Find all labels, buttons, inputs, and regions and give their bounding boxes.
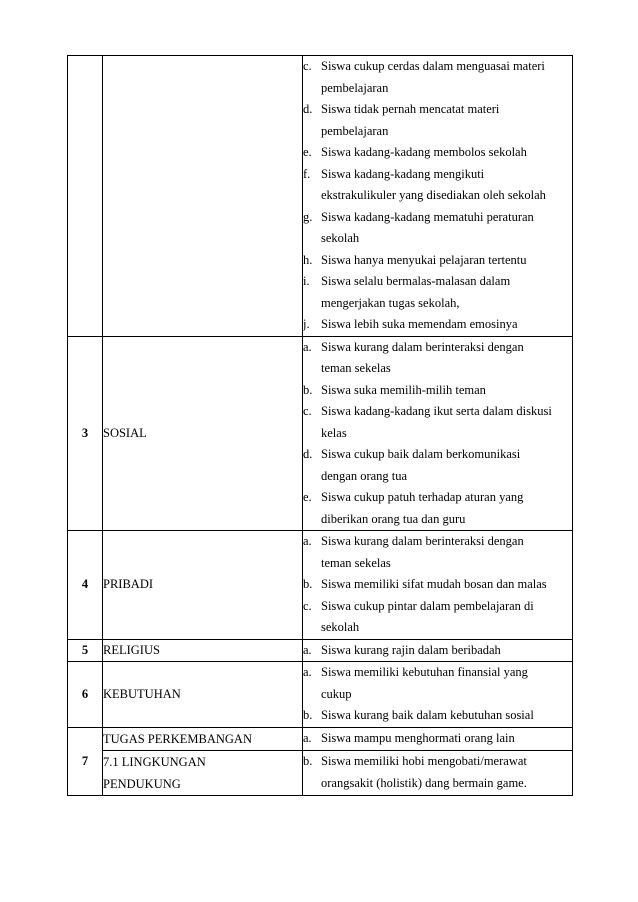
list-item-marker: b.	[303, 382, 313, 397]
list-item-line: Siswa memiliki kebutuhan finansial yang	[321, 665, 528, 679]
list-item-line: Siswa kurang baik dalam kebutuhan sosial	[321, 708, 534, 722]
list-item-line: sekolah	[321, 231, 360, 245]
list-item-line: Siswa cukup cerdas dalam menguasai materi	[321, 59, 545, 73]
descriptors-cell	[303, 336, 573, 531]
aspect-label	[103, 750, 303, 795]
list-item-text	[321, 314, 572, 336]
list-item-marker: a.	[303, 642, 312, 657]
list-item-line: kelas	[321, 425, 347, 440]
list-item-line: Siswa hanya menyukai pelajaran tertentu	[321, 252, 527, 267]
list-item	[303, 705, 572, 727]
table-row	[68, 336, 573, 531]
table-row	[68, 531, 573, 640]
list-item-marker: h.	[303, 252, 313, 267]
row-number: 4	[68, 531, 103, 640]
assessment-table	[67, 55, 573, 796]
list-item-line: Siswa selalu bermalas-malasan dalam	[321, 274, 511, 288]
table-row	[68, 750, 573, 795]
list-item	[303, 99, 572, 142]
list-item-marker: a.	[303, 339, 312, 354]
list-item-marker: a.	[303, 730, 312, 745]
list-item-marker: a.	[303, 534, 312, 548]
aspect-label: SOSIAL	[103, 336, 303, 531]
list-item-line: Siswa kadang-kadang membolos sekolah	[321, 145, 527, 159]
aspect-line: 7.1 LINGKUNGAN	[103, 754, 206, 769]
list-item-text	[321, 444, 572, 487]
list-item-text	[321, 164, 572, 207]
list-item-text	[321, 487, 572, 530]
list-item-line: Siswa cukup baik dalam berkomunikasi	[321, 447, 521, 461]
list-item-text	[321, 337, 572, 380]
list-item-line: Siswa memiliki hobi mengobati/merawat	[321, 754, 527, 768]
list-item	[303, 444, 572, 487]
list-item-marker: c.	[303, 404, 312, 418]
aspect-label: RELIGIUS	[103, 639, 303, 662]
table-row	[68, 56, 573, 337]
list-item-line: teman sekelas	[321, 555, 391, 570]
list-item-line: Siswa lebih suka memendam emosinya	[321, 317, 518, 331]
list-item-marker: d.	[303, 447, 313, 461]
list-item	[303, 250, 572, 272]
list-item-line: Siswa kadang-kadang mematuhi peraturan	[321, 209, 534, 224]
list-item-marker: d.	[303, 102, 313, 116]
list-item-line: pembelajaran	[321, 80, 389, 95]
descriptors-cell	[303, 56, 573, 337]
list-item-line: Siswa kurang rajin dalam beribadah	[321, 642, 501, 657]
list-item-text	[321, 574, 572, 596]
list-item-marker: b.	[303, 577, 313, 591]
row-number: 5	[68, 639, 103, 662]
list-item-line: Siswa kadang-kadang ikut serta dalam diskusi	[321, 404, 552, 418]
list-item-marker: e.	[303, 490, 312, 504]
list-item-text	[321, 401, 572, 444]
list-item-marker: g.	[303, 209, 313, 224]
aspect-label	[103, 56, 303, 337]
list-item	[303, 401, 572, 444]
list-item-text	[321, 380, 572, 402]
list-item-line: Siswa cukup patuh terhadap aturan yang	[321, 490, 524, 504]
list-item-marker: i.	[303, 274, 310, 288]
list-item	[303, 751, 572, 794]
aspect-label: PRIBADI	[103, 531, 303, 640]
list-item-marker: e.	[303, 145, 312, 159]
list-item	[303, 380, 572, 402]
list-item-marker: b.	[303, 708, 313, 722]
descriptors-cell	[303, 750, 573, 795]
list-item-line: Siswa tidak pernah mencatat materi	[321, 102, 500, 116]
descriptors-cell	[303, 727, 573, 750]
list-item-text	[321, 207, 572, 250]
list-item-line: Siswa kurang dalam berinteraksi dengan	[321, 339, 524, 354]
aspect-line: PENDUKUNG	[103, 776, 181, 791]
list-item	[303, 271, 572, 314]
list-item-line: Siswa cukup pintar dalam pembelajaran di	[321, 598, 534, 613]
list-item-text	[321, 640, 572, 662]
aspect-label: TUGAS PERKEMBANGAN	[103, 727, 303, 750]
table-row	[68, 639, 573, 662]
list-item-line: mengerjakan tugas sekolah,	[321, 295, 460, 310]
list-item-line: Siswa memiliki sifat mudah bosan dan malas	[321, 577, 547, 591]
list-item-line: Siswa mampu menghormati orang lain	[321, 730, 515, 745]
list-item-line: sekolah	[321, 620, 360, 634]
list-item-line: dengan orang tua	[321, 468, 408, 483]
descriptors-cell	[303, 531, 573, 640]
row-number: 7	[68, 727, 103, 795]
list-item-text	[321, 271, 572, 314]
list-item-marker: f.	[303, 166, 311, 181]
row-number	[68, 56, 103, 337]
descriptors-cell	[303, 639, 573, 662]
list-item	[303, 596, 572, 639]
list-item-text	[321, 99, 572, 142]
list-item-text	[321, 728, 572, 750]
list-item	[303, 56, 572, 99]
list-item-line: cukup	[321, 686, 352, 701]
list-item-marker: a.	[303, 665, 312, 679]
list-item-marker: b.	[303, 754, 313, 768]
list-item-text	[321, 596, 572, 639]
list-item-line: ekstrakulikuler yang disediakan oleh sekolah	[321, 188, 546, 202]
list-item	[303, 314, 572, 336]
list-item	[303, 337, 572, 380]
list-item	[303, 728, 572, 750]
list-item-line: orangsakit (holistik) dang bermain game.	[321, 775, 527, 790]
list-item	[303, 531, 572, 574]
list-item-text	[321, 751, 572, 794]
list-item	[303, 640, 572, 662]
row-number: 3	[68, 336, 103, 531]
list-item	[303, 164, 572, 207]
list-item	[303, 487, 572, 530]
descriptors-cell	[303, 662, 573, 728]
list-item	[303, 207, 572, 250]
list-item-line: teman sekelas	[321, 361, 391, 375]
assessment-table-body	[68, 56, 573, 796]
list-item-line: Siswa suka memilih-milih teman	[321, 382, 486, 397]
list-item-text	[321, 662, 572, 705]
list-item-line: Siswa kurang dalam berinteraksi dengan	[321, 534, 524, 548]
list-item-marker: c.	[303, 59, 312, 73]
aspect-label: KEBUTUHAN	[103, 662, 303, 728]
list-item-line: diberikan orang tua dan guru	[321, 511, 466, 526]
list-item	[303, 574, 572, 596]
list-item-line: pembelajaran	[321, 123, 389, 138]
list-item-marker: j.	[303, 317, 310, 331]
list-item-text	[321, 56, 572, 99]
list-item-marker: c.	[303, 598, 312, 613]
list-item	[303, 142, 572, 164]
list-item-text	[321, 705, 572, 727]
list-item-text	[321, 531, 572, 574]
table-row	[68, 662, 573, 728]
row-number: 6	[68, 662, 103, 728]
list-item	[303, 662, 572, 705]
list-item-text	[321, 250, 572, 272]
table-row	[68, 727, 573, 750]
list-item-line: Siswa kadang-kadang mengikuti	[321, 166, 485, 181]
list-item-text	[321, 142, 572, 164]
